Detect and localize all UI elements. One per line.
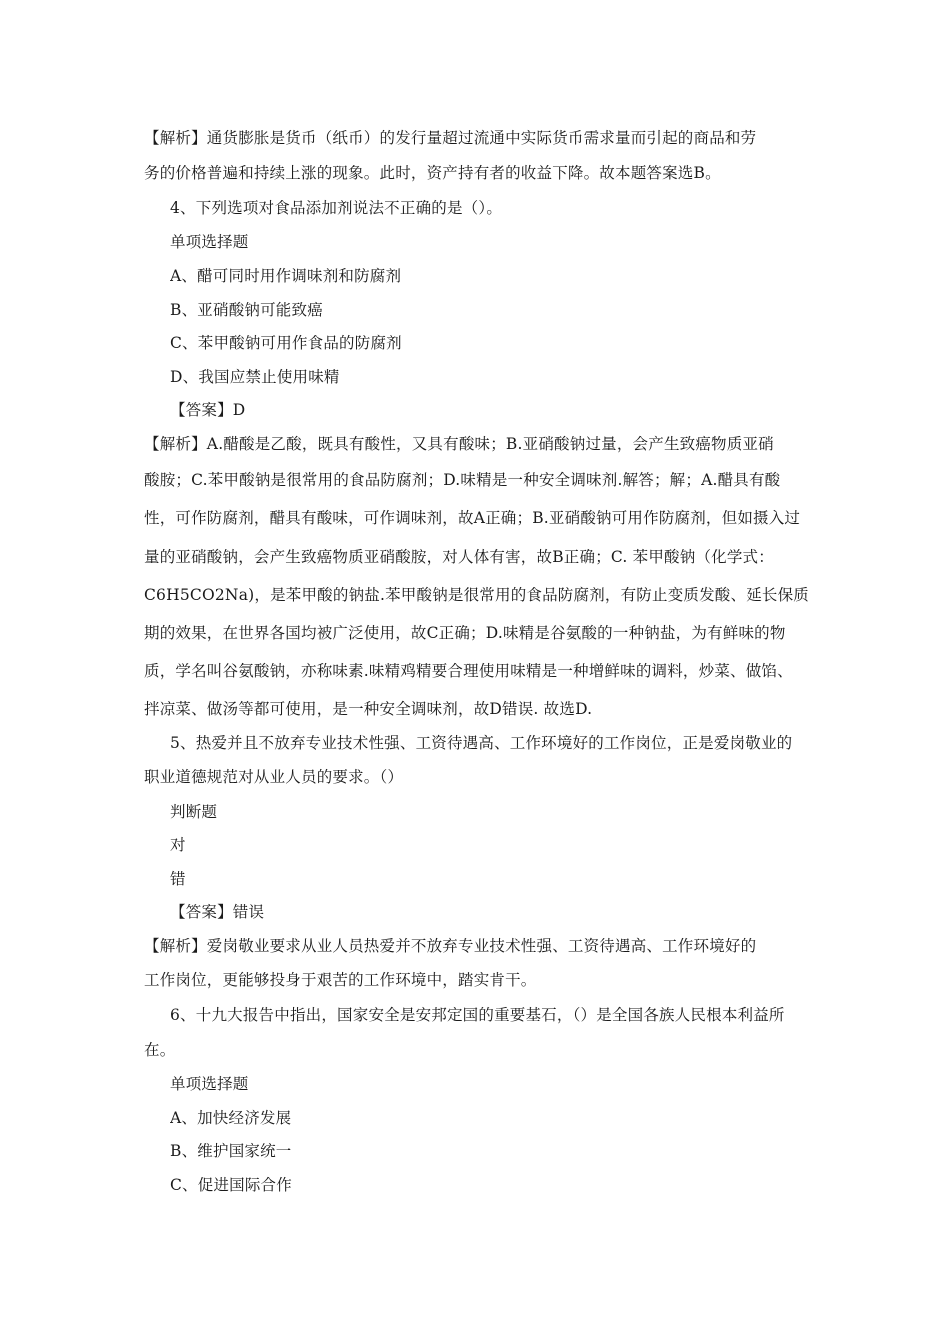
analysis-q3-line-1: 【解析】通货膨胀是货币（纸币）的发行量超过流通中实际货币需求量而引起的商品和劳 bbox=[144, 129, 757, 147]
question-5-option-false: 错 bbox=[170, 870, 186, 888]
analysis-q3-line-2: 务的价格普遍和持续上涨的现象。此时，资产持有者的收益下降。故本题答案选B。 bbox=[144, 164, 721, 182]
analysis-q4-line-1: 【解析】A.醋酸是乙酸，既具有酸性，又具有酸味；B.亚硝酸钠过量，会产生致癌物质亚硝 bbox=[144, 435, 774, 453]
analysis-q4-line-7: 质，学名叫谷氨酸钠，亦称味素.味精鸡精要合理使用味精是一种增鲜味的调料，炒菜、做馅、 bbox=[144, 662, 793, 680]
question-6-option-a: A、加快经济发展 bbox=[170, 1109, 292, 1127]
analysis-q5-line-1: 【解析】爱岗敬业要求从业人员热爱并不放弃专业技术性强、工资待遇高、工作环境好的 bbox=[144, 937, 757, 955]
analysis-q4-line-5: C6H5CO2Na)，是苯甲酸的钠盐.苯甲酸钠是很常用的食品防腐剂，有防止变质发酸、延长保质 bbox=[144, 586, 810, 604]
question-6-type: 单项选择题 bbox=[170, 1075, 249, 1093]
question-5-stem-line-1: 5、热爱并且不放弃专业技术性强、工资待遇高、工作环境好的工作岗位，正是爱岗敬业的 bbox=[170, 734, 793, 752]
question-4-type: 单项选择题 bbox=[170, 233, 249, 251]
question-4-option-b: B、亚硝酸钠可能致癌 bbox=[170, 301, 323, 319]
question-4-stem: 4、下列选项对食品添加剂说法不正确的是（）。 bbox=[170, 199, 503, 217]
analysis-q4-line-2: 酸胺；C.苯甲酸钠是很常用的食品防腐剂；D.味精是一种安全调味剂.解答；解；A.醋具有酸 bbox=[144, 471, 781, 489]
analysis-q4-line-6: 期的效果，在世界各国均被广泛使用，故C正确；D.味精是谷氨酸的一种钠盐，为有鲜味的物 bbox=[144, 624, 786, 642]
question-5-stem-line-2: 职业道德规范对从业人员的要求。（） bbox=[144, 768, 404, 786]
question-4-option-c: C、苯甲酸钠可用作食品的防腐剂 bbox=[170, 334, 402, 352]
question-6-stem-line-1: 6、十九大报告中指出，国家安全是安邦定国的重要基石，（）是全国各族人民根本利益所 bbox=[170, 1006, 785, 1024]
analysis-q4-line-4: 量的亚硝酸钠，会产生致癌物质亚硝酸胺，对人体有害，故B正确；C. 苯甲酸钠（化学式： bbox=[144, 548, 774, 566]
question-5-answer: 【答案】错误 bbox=[170, 903, 265, 921]
question-4-answer: 【答案】D bbox=[170, 401, 246, 419]
analysis-q5-line-2: 工作岗位，更能够投身于艰苦的工作环境中，踏实肯干。 bbox=[144, 971, 537, 989]
question-5-option-true: 对 bbox=[170, 836, 186, 854]
question-5-type: 判断题 bbox=[170, 803, 218, 821]
analysis-q4-line-3: 性，可作防腐剂，醋具有酸味，可作调味剂，故A正确；B.亚硝酸钠可用作防腐剂，但如摄入过 bbox=[144, 509, 801, 527]
question-6-stem-line-2: 在。 bbox=[144, 1041, 176, 1059]
question-4-option-a: A、醋可同时用作调味剂和防腐剂 bbox=[170, 267, 402, 285]
question-4-option-d: D、我国应禁止使用味精 bbox=[170, 368, 340, 386]
analysis-q4-line-8: 拌凉菜、做汤等都可使用，是一种安全调味剂，故D错误. 故选D. bbox=[144, 700, 593, 718]
question-6-option-c: C、促进国际合作 bbox=[170, 1176, 292, 1194]
question-6-option-b: B、维护国家统一 bbox=[170, 1142, 292, 1160]
